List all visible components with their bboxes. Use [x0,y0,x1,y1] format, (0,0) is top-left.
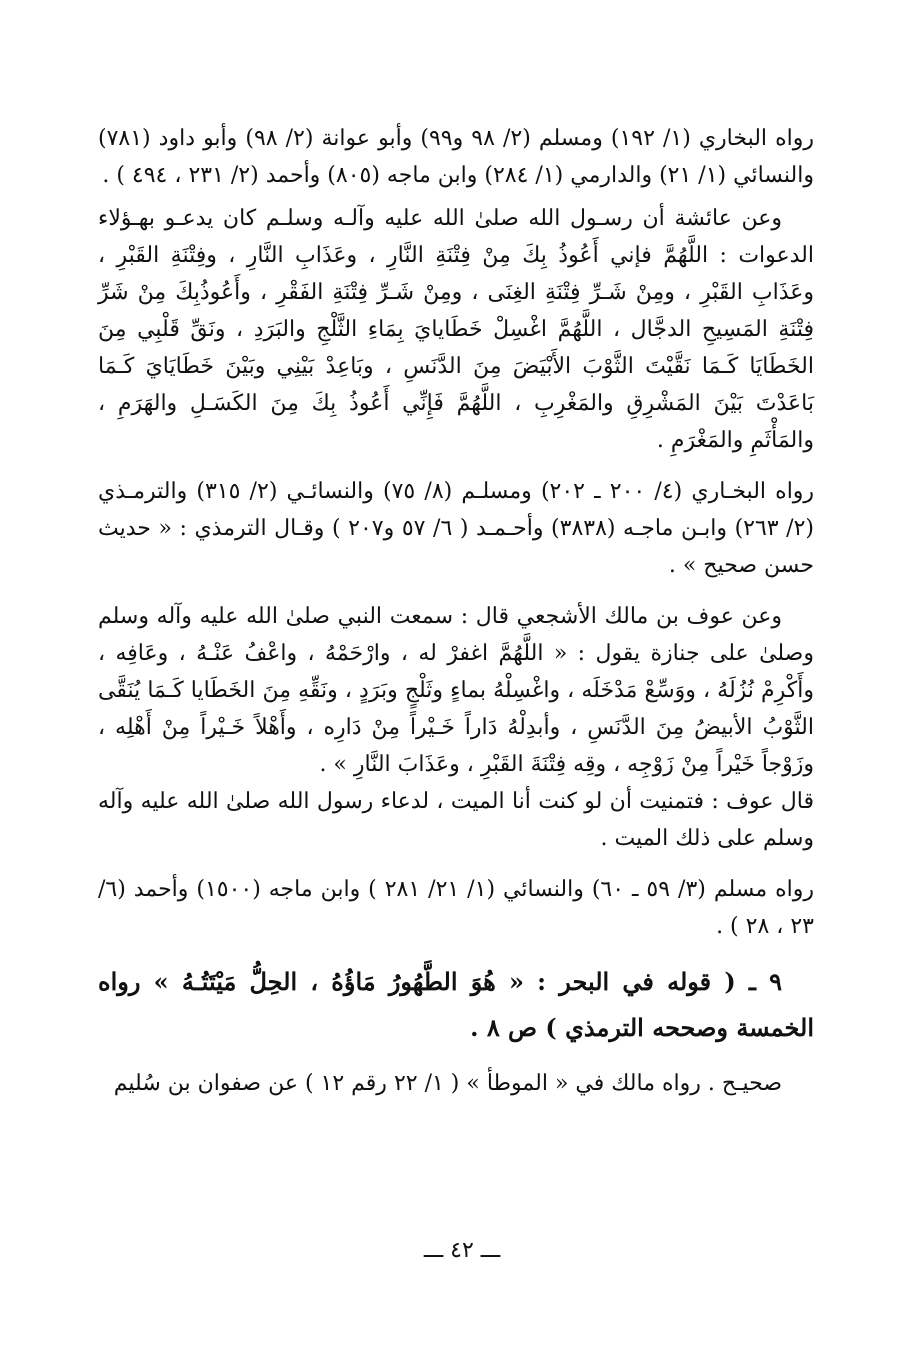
page-number: ـــ ٤٢ ـــ [423,1238,501,1263]
hadith-paragraph-awf-ending: قال عوف : فتمنيت أن لو كنت أنا الميت ، لدعاء رسول الله صلىٰ الله عليه وآله وسلم على ذلك الميت . [98,789,814,851]
reference-paragraph-1: رواه البخاري (١/ ١٩٢) ومسلم (٢/ ٩٨ و٩٩) وأبو عوانة (٢/ ٩٨) وأبو داود (٧٨١) والنسائي (١/ ٢١) والدارمي (١/ ٢٨٤) وابن ماجه (٨٠٥) وأحمد (٢/ ٢٣١ ، ٤٩٤ ) . [98,126,814,188]
final-paragraph: صحيـح . رواه مالك في « الموطأ » ( ١/ ٢٢ رقم ١٢ ) عن صفوان بن سُليم [113,1071,782,1096]
reference-paragraph-2: رواه البخـاري (٤/ ٢٠٠ ـ ٢٠٢) ومسلـم (٨/ ٧٥) والنسائـي (٢/ ٣١٥) والترمـذي (٢/ ٢٦٣) وابـن ماجـه (٣٨٣٨) وأحـمـد ( ٦/ ٥٧ و٢٠٧ ) وقـال الترمذي : « حديث حسن صحيح » . [98,479,815,578]
hadith-paragraph-aisha: وعن عائشة أن رسـول الله صلىٰ الله عليه وآلـه وسلـم كان يدعـو بهـؤلاء الدعوات : اللَّهُمَّ فإني أَعُوذُ بِكَ مِنْ فِتْنَةِ النَّارِ ، وعَذَابِ النَّارِ ، وفِتْنَةِ القَبْرِ ، وعَذَابِ القَبْرِ ، ومِنْ شَـرِّ فِتْنَةِ الغِنَى ، ومِنْ شَـرِّ فِتْنَةِ الفَقْرِ ، وأَعُوذُبِكَ مِنْ شَرِّ فِتْنَةِ المَسِيحِ الدجَّال ، اللَّهُمَّ اغْسِلْ خَطَايايَ بِمَاءِ الثَّلْجِ والبَرَدِ ، ونَقِّ قَلْبِي مِنَ الخَطَايَا كَـمَا نَقَّيْتَ الثَّوْبَ الأَبْيَضَ مِنَ الدَّنَسِ ، وبَاعِدْ بَيْنِي وبَيْنَ خَطَايَايَ كَـمَا بَاعَدْتَ بَيْنَ المَشْرِقِ والمَغْرِبِ ، اللَّهُمَّ فَإِنِّي أَعُوذُ بِكَ مِنَ الكَسَـلِ والهَرَمِ ، والمَأْثَمِ والمَغْرَمِ . [98,206,814,453]
reference-paragraph-3: رواه مسلم (٣/ ٥٩ ـ ٦٠) والنسائي (١/ ٢١/ ٢٨١ ) وابن ماجه (١٥٠٠) وأحمد (٦/ ٢٣ ، ٢٨ ) . [98,877,815,939]
page-body [98,120,814,1102]
item-9-heading: ٩ ـ ( قوله في البحر : « هُوَ الطَّهُورُ مَاؤُهُ ، الحِلُّ مَيْتَتُـهُ » رواه الخمسة وصححه الترمذي ) ص ٨ . [98,967,814,1042]
hadith-paragraph-awf: وعن عوف بن مالك الأشجعي قال : سمعت النبي صلىٰ الله عليه وآله وسلم وصلىٰ على جنازة يقول : « اللَّهُمَّ اغفرْ له ، وارْحَمْهُ ، واعْفُ عَنْـهُ ، وعَافِه ، وأَكْرِمْ نُزُلَهُ ، ووَسِّعْ مَدْخَلَه ، واغْسِلْهُ بماءٍ وثَلْجٍ وبَرَدٍ ، ونَقِّهِ مِنَ الخَطَايا كَـمَا يُنَقَّى الثَّوْبُ الأبيضُ مِنَ الدَّنَسِ ، وأبدِلْهُ دَاراً خَـيْراً مِنْ دَارِه ، وأَهْلاً خَـيْراً مِنْ أَهْلِه ، وزَوْجاً خَيْراً مِنْ زَوْجِه ، وقِه فِتْنَةَ القَبْرِ ، وعَذَابَ النَّارِ » . [98,604,814,777]
